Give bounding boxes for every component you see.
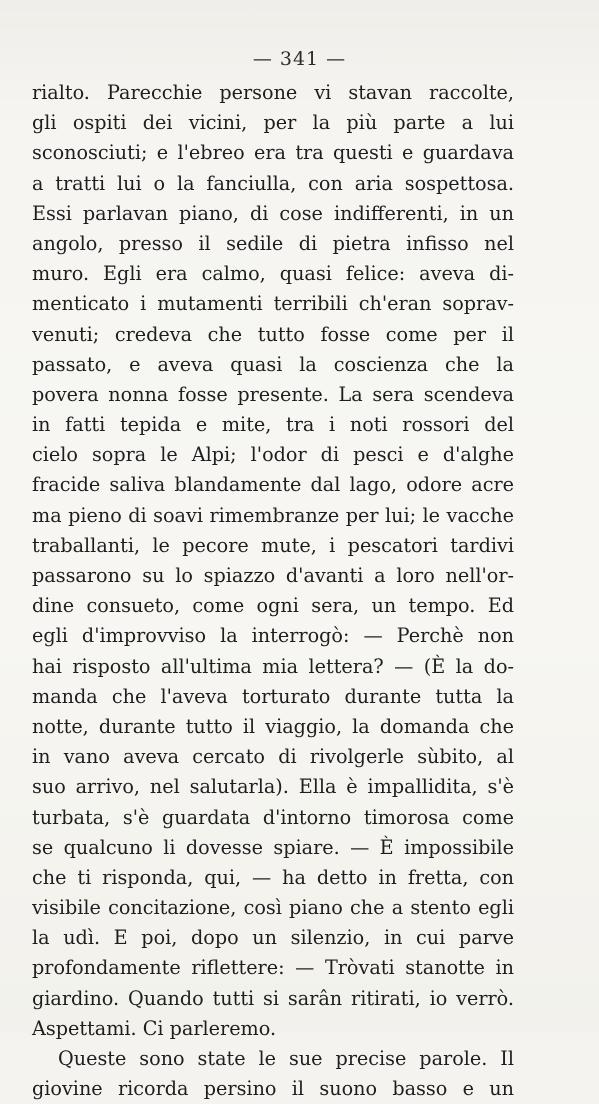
text-line: traballanti, le pecore mute, i pescatori tardivi (32, 533, 514, 557)
text-line: giovine ricorda persino il suono basso e un (32, 1077, 514, 1101)
text-line: suo arrivo, nel salutarla). Ella è impallidita, s'è (32, 775, 514, 799)
text-line: ma pieno di soavi rimembranze per lui; le vacche (32, 503, 514, 527)
text-line: notte, durante tutto il viaggio, la domanda che (32, 714, 514, 738)
paragraph-end-line: Aspettami. Ci parleremo. (32, 1016, 277, 1040)
text-line: cielo sopra le Alpi; l'odor di pesci e d'alghe (32, 443, 514, 467)
text-line: se qualcuno li dovesse spiare. — È impossibile (32, 835, 514, 859)
paragraph-start-line: Queste sono state le sue precise parole. Il (58, 1047, 514, 1070)
text-line: dine consueto, come ogni sera, un tempo. Ed (32, 594, 514, 618)
text-line: passarono su lo spiazzo d'avanti a loro nell'or- (32, 564, 514, 587)
text-line: in vano aveva cercato di rivolgerle sùbito, al (32, 745, 514, 769)
text-line: visibile concitazione, così piano che a stento egli (32, 896, 514, 920)
text-line: rialto. Parecchie persone vi stavan raccolte, (32, 81, 514, 104)
text-line: angolo, presso il sedile di pietra infisso nel (32, 231, 514, 255)
text-line: profondamente riflettere: — Tròvati stanotte in (32, 956, 514, 980)
text-line: la udì. E poi, dopo un silenzio, in cui parve (32, 926, 514, 950)
text-line: in fatti tepida e mite, tra i noti rossori del (32, 413, 514, 437)
text-line: gli ospiti dei vicini, per la più parte a lui (32, 111, 514, 135)
body-text (32, 78, 514, 1104)
text-line: sconosciuti; e l'ebreo era tra questi e guardava (32, 141, 514, 165)
text-line: Essi parlavan piano, di cose indifferenti, in un (32, 201, 514, 225)
page-number: — 341 — (252, 48, 347, 70)
text-line: a tratti lui o la fanciulla, con aria sospettosa. (32, 171, 514, 195)
text-line: venuti; credeva che tutto fosse come per il (32, 322, 514, 346)
text-line: povera nonna fosse presente. La sera scendeva (32, 382, 514, 406)
text-line: turbata, s'è guardata d'intorno timorosa come (32, 805, 514, 829)
text-line: giardino. Quando tutti si sarân ritirati, io verrò. (32, 986, 514, 1010)
text-line: menticato i mutamenti terribili ch'eran soprav- (32, 292, 514, 316)
text-line: manda che l'aveva torturato durante tutta la (32, 684, 514, 708)
text-line: hai risposto all'ultima mia lettera? — (È la do- (32, 654, 514, 678)
text-line: muro. Egli era calmo, quasi felice: aveva di- (32, 262, 514, 286)
text-line: egli d'improvviso la interrogò: — Perchè non (32, 624, 514, 648)
text-line: che ti risponda, qui, — ha detto in fretta, con (32, 865, 514, 889)
text-line: fracide saliva blandamente dal lago, odore acre (32, 473, 514, 497)
text-line: passato, e aveva quasi la coscienza che la (32, 352, 514, 376)
